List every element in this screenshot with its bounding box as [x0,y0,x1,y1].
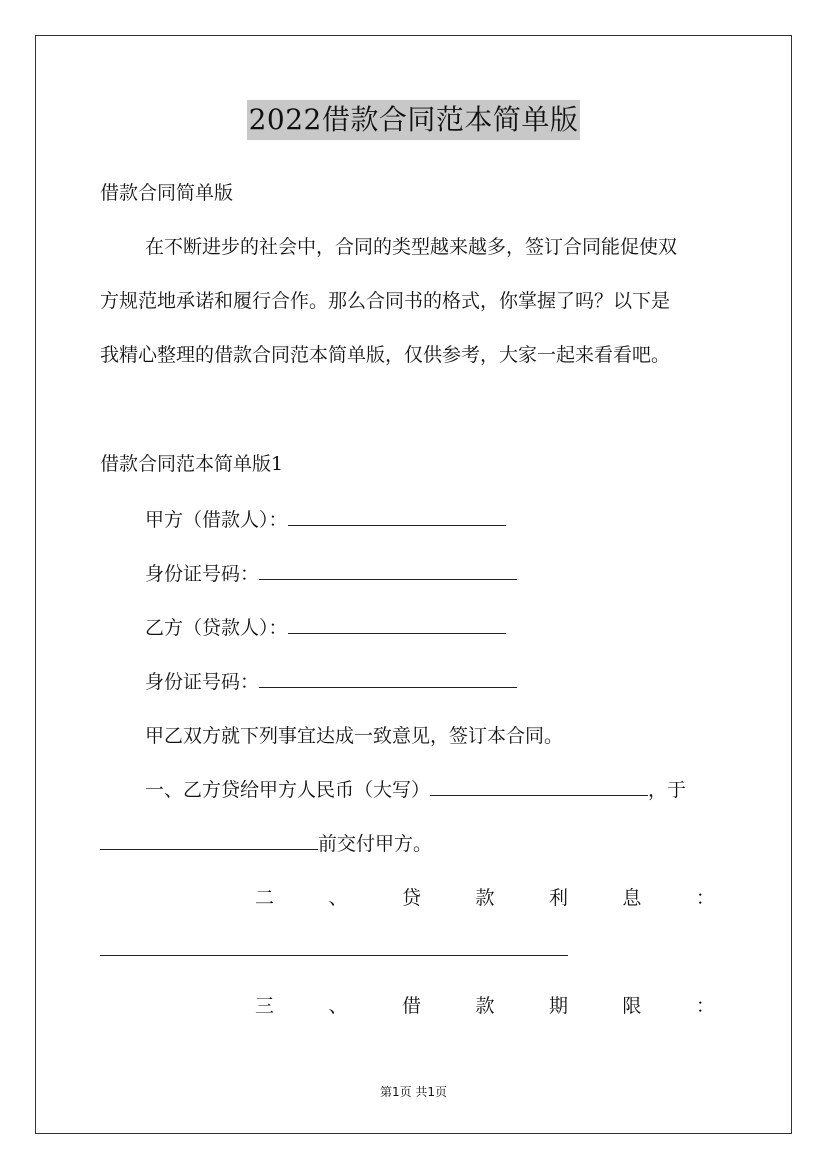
clause-2-char: 二 [255,887,275,909]
clause-3-char: 三 [255,995,275,1017]
intro-line-2: 方规范地承诺和履行合作。那么合同书的格式，你掌握了吗？以下是 [100,290,671,312]
intro-line-3: 我精心整理的借款合同范本简单版，仅供参考，大家一起来看看吧。 [100,344,671,366]
clause-1-mid: ，于 [648,779,687,801]
party-b-row [145,616,506,640]
clause-3-char: 款 [475,995,495,1017]
section-heading: 借款合同范本简单版1 [100,453,284,475]
id-blank-1[interactable] [259,562,517,580]
clause-2-char: 、 [328,887,348,909]
interest-blank[interactable] [100,938,568,956]
amount-blank[interactable] [430,778,648,796]
id-label-1: 身份证号码： [145,563,260,585]
clause-2-char: 贷 [401,887,421,909]
title-wrap [0,100,827,140]
subtitle: 借款合同简单版 [100,182,234,204]
clause-3-char: 限 [622,995,642,1017]
date-blank[interactable] [100,832,318,850]
party-a-label: 甲方（借款人）： [145,509,288,531]
clause-2-char: 利 [548,887,568,909]
clause-1-line-2 [100,832,432,856]
intro-line-1: 在不断进步的社会中，合同的类型越来越多，签订合同能促使双 [145,236,678,258]
clause-1-line-1 [145,778,686,802]
clause-3-char: ： [695,995,715,1017]
clause-3-heading [255,994,715,1018]
id-blank-2[interactable] [259,670,517,688]
clause-2-char: 款 [475,887,495,909]
id-label-2: 身份证号码： [145,671,260,693]
id-row-1 [145,562,517,586]
document-title: 2022借款合同范本简单版 [247,100,581,140]
agreement-text: 甲乙双方就下列事宜达成一致意见，签订本合同。 [145,725,564,747]
clause-3-char: 期 [548,995,568,1017]
page-footer: 第1页 共1页 [379,1085,448,1099]
party-b-label: 乙方（贷款人）： [145,617,288,639]
clause-2-char: ： [695,887,715,909]
clause-1-prefix: 一、乙方贷给甲方人民币（大写） [145,779,431,801]
interest-row [100,938,568,962]
clause-3-char: 、 [328,995,348,1017]
party-a-row [145,508,506,532]
clause-1-suffix: 前交付甲方。 [318,833,433,855]
party-b-blank[interactable] [288,616,506,634]
clause-2-heading [255,886,715,910]
clause-3-char: 借 [401,995,421,1017]
id-row-2 [145,670,517,694]
clause-2-char: 息 [622,887,642,909]
party-a-blank[interactable] [288,508,506,526]
